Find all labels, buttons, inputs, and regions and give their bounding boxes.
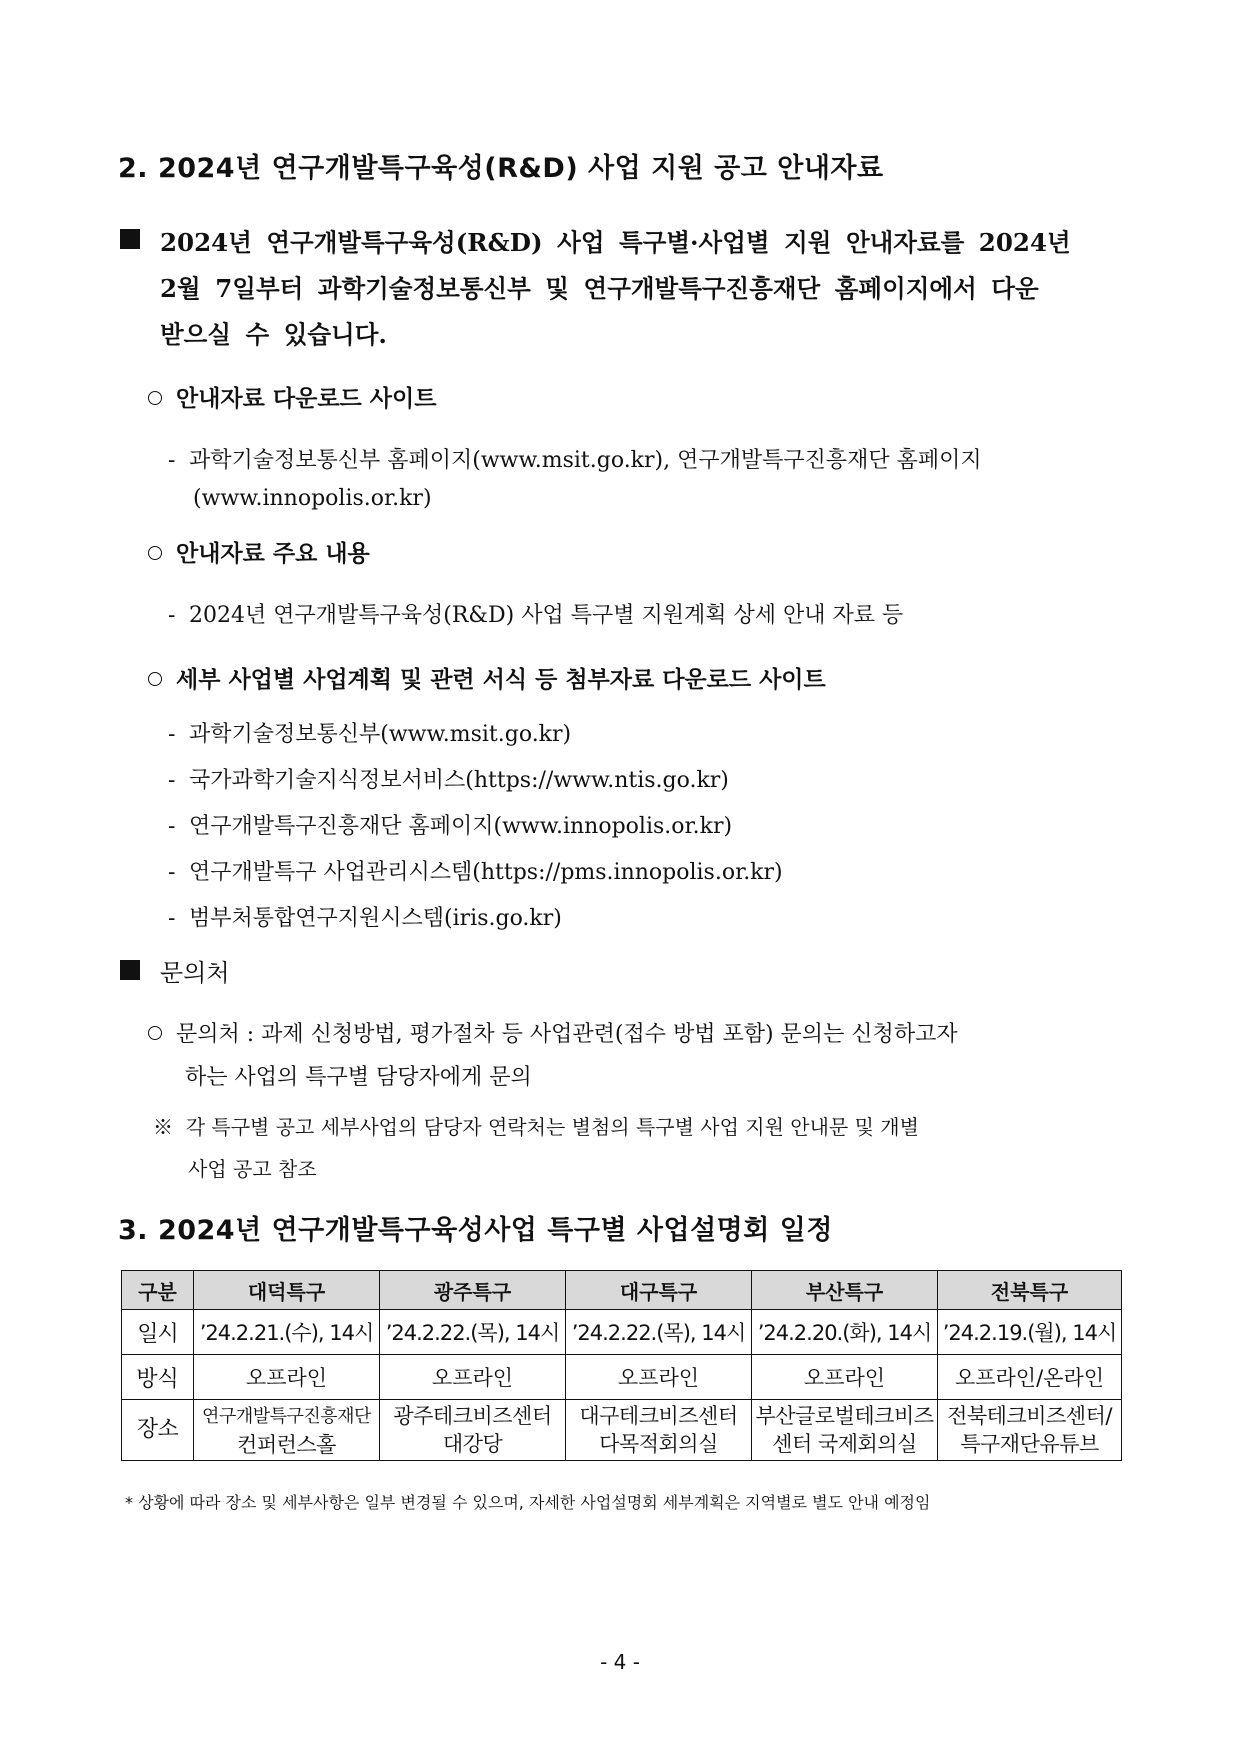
attachment-item: - 과학기술정보통신부(www.msit.go.kr) [168,722,572,747]
inquiry-note-line-2: 사업 공고 참조 [188,1157,317,1181]
table-row-place [122,1400,1122,1461]
mode-cell: 오프라인 [566,1355,752,1400]
download-site-line-2: (www.innopolis.or.kr) [193,486,432,511]
intro-line-2: 2월 7일부터 과학기술정보통신부 및 연구개발특구진흥재단 홈페이지에서 다운 [160,274,1039,303]
table-header-cell: 광주특구 [380,1271,566,1310]
inquiry-note-line-1: ※ 각 특구별 공고 세부사업의 담당자 연락처는 별첨의 특구별 사업 지원 안내문 및 개별 [153,1115,919,1139]
table-footnote: * 상황에 따라 장소 및 세부사항은 일부 변경될 수 있으며, 자세한 사업설명회 세부계획은 지역별로 별도 안내 예정임 [125,1493,931,1512]
attachment-item: - 국가과학기술지식정보서비스(https://www.ntis.go.kr) [168,768,729,793]
main-content-heading: 안내자료 주요 내용 [148,535,370,568]
circle-bullet-icon [148,391,162,405]
date-cell: ’24.2.22.(목), 14시 [566,1310,752,1355]
table-header-cell: 전북특구 [938,1271,1122,1310]
row-label-mode: 방식 [122,1355,194,1400]
dash-icon: - [168,448,176,473]
inquiry-line-1: 문의처 : 과제 신청방법, 평가절차 등 사업관련(접수 방법 포함) 문의는 신청하고자 [148,1016,1138,1054]
place-cell: 연구개발특구진흥재단 컨퍼런스홀 [194,1400,380,1461]
reference-mark-icon: ※ [153,1115,173,1139]
section-2-title: 2. 2024년 연구개발특구육성(R&D) 사업 지원 공고 안내자료 [118,153,884,184]
section-3-title: 3. 2024년 연구개발특구육성사업 특구별 사업설명회 일정 [118,1215,833,1246]
place-cell: 전북테크비즈센터/ 특구재단유튜브 [938,1400,1122,1461]
date-cell: ’24.2.21.(수), 14시 [194,1310,380,1355]
download-site-line-1: - 과학기술정보통신부 홈페이지(www.msit.go.kr), 연구개발특구진흥재단 홈페이지 [168,448,982,473]
dash-icon: - [168,860,176,885]
intro-line-1: 2024년 연구개발특구육성(R&D) 사업 특구별·사업별 지원 안내자료를 2024년 [160,228,1071,257]
attachment-item: - 연구개발특구 사업관리시스템(https://pms.innopolis.or.kr) [168,860,783,885]
table-header-row [122,1271,1122,1310]
mode-cell: 오프라인/온라인 [938,1355,1122,1400]
attachment-item: - 범부처통합연구지원시스템(iris.go.kr) [168,906,562,931]
table-header-cell: 대덕특구 [194,1271,380,1310]
circle-bullet-icon [148,546,162,560]
place-cell: 부산글로벌테크비즈 센터 국제회의실 [752,1400,938,1461]
circle-bullet-icon [148,672,162,686]
circle-bullet-icon [148,1026,162,1040]
place-cell: 대구테크비즈센터 다목적회의실 [566,1400,752,1461]
dash-icon: - [168,906,176,931]
dash-icon: - [168,722,176,747]
date-cell: ’24.2.19.(월), 14시 [938,1310,1122,1355]
table-row-date [122,1310,1122,1355]
dash-icon: - [168,814,176,839]
dash-icon: - [168,603,176,628]
attachment-item: - 연구개발특구진흥재단 홈페이지(www.innopolis.or.kr) [168,814,733,839]
square-bullet-icon [120,960,140,980]
table-header-cell: 대구특구 [566,1271,752,1310]
page-number: - 4 - [600,1650,640,1674]
mode-cell: 오프라인 [380,1355,566,1400]
square-bullet-icon [120,229,140,249]
main-content-line: - 2024년 연구개발특구육성(R&D) 사업 특구별 지원계획 상세 안내 자료 등 [168,603,904,628]
inquiry-line-2: 하는 사업의 특구별 담당자에게 문의 [185,1065,532,1090]
download-site-heading: 안내자료 다운로드 사이트 [148,380,436,413]
intro-line-3: 받으실 수 있습니다. [160,320,387,349]
dash-icon: - [168,768,176,793]
mode-cell: 오프라인 [752,1355,938,1400]
place-cell: 광주테크비즈센터 대강당 [380,1400,566,1461]
table-header-cell: 구분 [122,1271,194,1310]
mode-cell: 오프라인 [194,1355,380,1400]
briefing-schedule-table [121,1270,1122,1461]
row-label-place: 장소 [122,1400,194,1461]
table-row-mode [122,1355,1122,1400]
attachments-heading: 세부 사업별 사업계획 및 관련 서식 등 첨부자료 다운로드 사이트 [148,661,826,694]
date-cell: ’24.2.20.(화), 14시 [752,1310,938,1355]
date-cell: ’24.2.22.(목), 14시 [380,1310,566,1355]
table-header-cell: 부산특구 [752,1271,938,1310]
row-label-date: 일시 [122,1310,194,1355]
